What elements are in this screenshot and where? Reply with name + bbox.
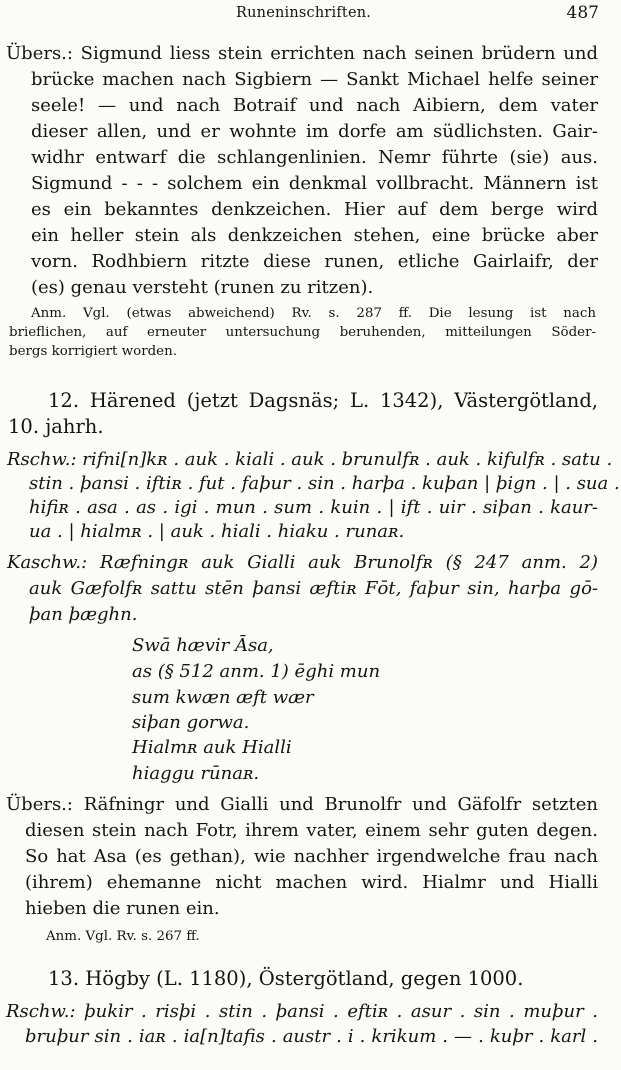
runic-transliteration-line: stin . þansi . iftiʀ . fut . faþur . sin . harþa . kuþan | þign . | . sua . <box>29 473 620 494</box>
old-swedish-line: þan þæghn. <box>29 604 138 625</box>
page-number: 487 <box>566 3 599 23</box>
ubers-line: ein heller stein als denkzeichen stehen, eine brücke aber <box>31 225 598 246</box>
section-heading: 13. Högby (L. 1180), Östergötland, gegen 1000. <box>48 967 524 990</box>
section-heading: 10. jahrh. <box>8 415 104 438</box>
ubers-line: hieben die runen ein. <box>25 898 220 919</box>
verse-line: sum kwæn æft wær <box>132 687 314 708</box>
verse-line: Swā hævir Āsa, <box>132 635 274 656</box>
ubers-line: seele! — und nach Botraif und nach Aibiern, dem vater <box>31 95 598 116</box>
note-line: bergs korrigiert worden. <box>9 344 177 359</box>
note-line: Anm. Vgl. (etwas abweichend) Rv. s. 287 ff. Die lesung ist nach <box>31 306 596 321</box>
ubers-line: Übers.: Sigmund liess stein errichten nach seinen brüdern und <box>6 43 598 64</box>
verse-line: siþan gorwa. <box>132 712 250 733</box>
note-line: Anm. Vgl. Rv. s. 267 ff. <box>46 929 200 944</box>
ubers-line: Übers.: Räfningr und Gialli und Brunolfr und Gäfolfr setzten <box>6 794 598 815</box>
ubers-line: vorn. Rodhbiern ritzte diese runen, etliche Gairlaifr, der <box>31 251 598 272</box>
ubers-line: So hat Asa (es gethan), wie nachher irgendwelche frau nach <box>25 846 598 867</box>
runic-transliteration-line: Rschw.: þukir . risþi . stin . þansi . eftiʀ . asur . sin . muþur . <box>6 1001 598 1022</box>
verse-line: Hialmʀ auk Hialli <box>132 737 292 758</box>
ubers-line: widhr entwarf die schlangenlinien. Nemr führte (sie) aus. <box>31 147 598 168</box>
ubers-line: diesen stein nach Fotr, ihrem vater, einem sehr guten degen. <box>25 820 598 841</box>
verse-line: as (§ 512 anm. 1) ēghi mun <box>132 661 381 682</box>
note-line: brieflichen, auf erneuter untersuchung beruhenden, mitteilungen Söder- <box>9 325 596 340</box>
old-swedish-line: auk Gæfolfʀ sattu stēn þansi æftiʀ Fōt, faþur sin, harþa gō- <box>29 578 598 599</box>
verse-line: hiaggu rūnaʀ. <box>132 763 260 784</box>
old-swedish-line: Kaschw.: Ræfningʀ auk Gialli auk Brunolfʀ (§ 247 anm. 2) <box>7 552 598 573</box>
section-heading: 12. Härened (jetzt Dagsnäs; L. 1342), Västergötland, <box>48 389 598 412</box>
runic-transliteration-line: hifiʀ . asa . as . igi . mun . sum . kuin . | ift . uir . siþan . kaur- <box>29 497 598 518</box>
ubers-line: dieser allen, und er wohnte im dorfe am südlichsten. Gair- <box>31 121 598 142</box>
ubers-line: Sigmund - - - solchem ein denkmal vollbracht. Männern ist <box>31 173 598 194</box>
ubers-line: es ein bekanntes denkzeichen. Hier auf dem berge wird <box>31 199 598 220</box>
ubers-line: brücke machen nach Sigbiern — Sankt Michael helfe seiner <box>31 69 598 90</box>
ubers-line: (es) genau versteht (runen zu ritzen). <box>31 277 374 298</box>
runic-transliteration-line: ua . | hialmʀ . | auk . hiali . hiaku . runaʀ. <box>29 521 405 542</box>
runic-transliteration-line: bruþur sin . iaʀ . ia[n]tafis . austr . i . krikum . — . kuþr . karl . <box>25 1026 598 1047</box>
runic-transliteration-line: Rschw.: rifni[n]kʀ . auk . kiali . auk . brunulfʀ . auk . kifulfʀ . satu . <box>7 449 613 470</box>
running-title: Runeninschriften. <box>236 5 372 21</box>
ubers-line: (ihrem) ehemanne nicht machen wird. Hialmr und Hialli <box>25 872 598 893</box>
